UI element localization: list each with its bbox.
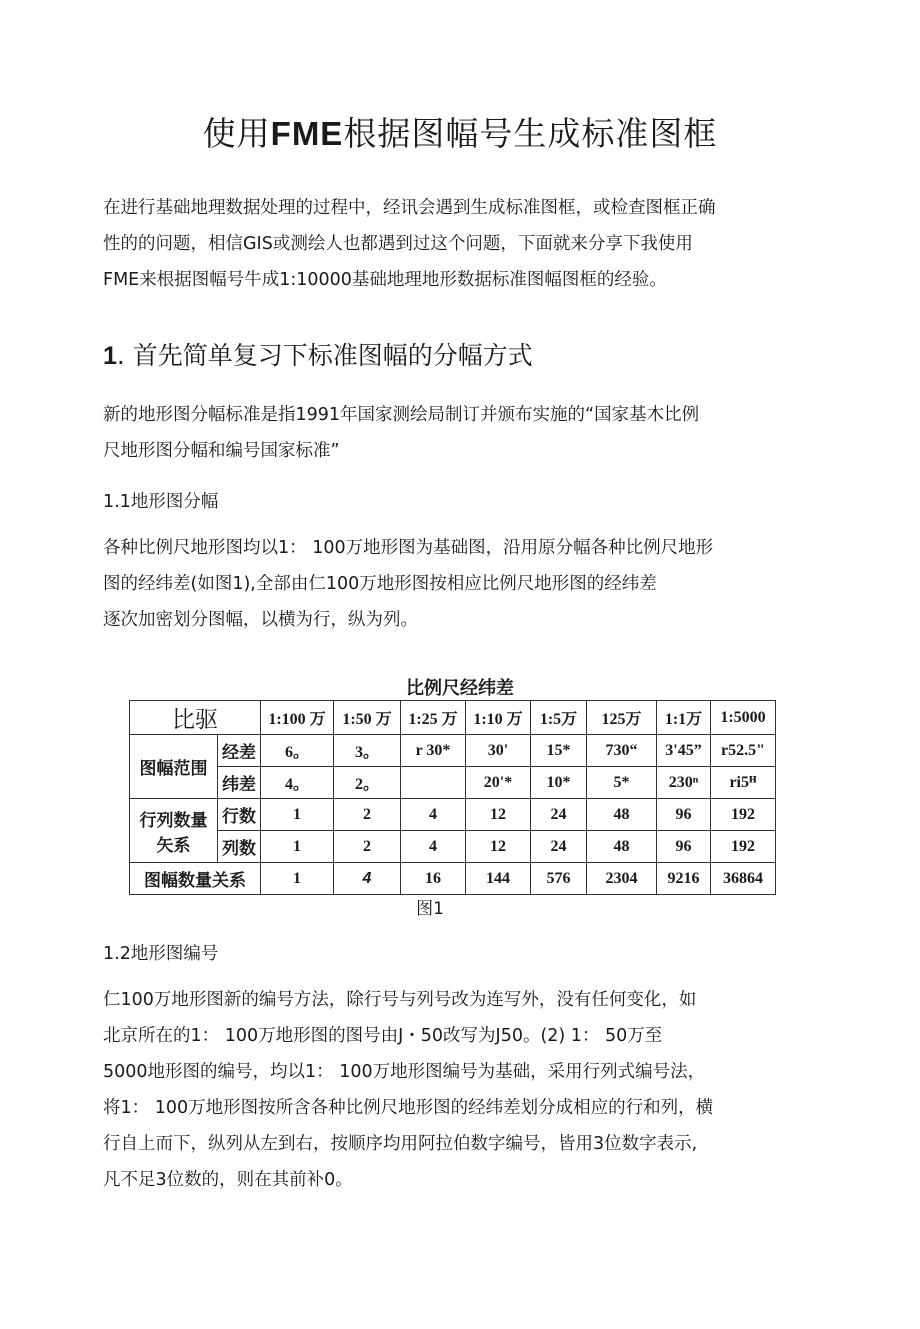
table-cell: 5* xyxy=(587,767,657,799)
table-cell: 192 xyxy=(711,799,776,831)
table-cell: 4 xyxy=(401,799,466,831)
group-label-rowcol-line2: 矢系 xyxy=(156,835,191,856)
numbering-line: 将1： 100万地形图按所含各种比例尺地形图的经纬差划分成相应的行和列，横 xyxy=(103,1098,714,1118)
section-number: 1 xyxy=(103,342,117,370)
table-cell: 3。 xyxy=(334,735,401,767)
table-cell: 2 xyxy=(334,831,401,863)
table-cell: 48 xyxy=(587,831,657,863)
standard-line: 尺地形图分幅和编号国家标准” xyxy=(103,441,340,461)
table-row-cols xyxy=(130,831,776,863)
table-cell: 1 xyxy=(261,863,334,895)
table-cell: 576 xyxy=(531,863,587,895)
numbering-line: 凡不足3位数的，则在其前补0。 xyxy=(103,1170,353,1190)
document-title xyxy=(0,108,920,155)
table-cell: 6。 xyxy=(261,735,334,767)
standard-line: 新的地形图分幅标准是指1991年国家测绘局制订并颁布实施的“国家基木比例 xyxy=(103,405,700,425)
table-cell: 3'45” xyxy=(657,735,711,767)
scale-header: 1:25 万 xyxy=(401,701,466,735)
row-label-longitude: 经差 xyxy=(218,735,261,767)
title-bold: FME xyxy=(270,115,344,152)
table-cell: 2 xyxy=(334,799,401,831)
intro-line: 性的的问题，相信GIS或测绘人也都遇到过这个问题，下面就来分享下我使用 xyxy=(103,234,693,254)
section-heading-1 xyxy=(103,336,533,372)
table-cell: 12 xyxy=(466,799,531,831)
table-cell: r52.5" xyxy=(711,735,776,767)
table-cell: 36864 xyxy=(711,863,776,895)
scale-header: 1:1万 xyxy=(657,701,711,735)
table-cell: 96 xyxy=(657,831,711,863)
table-cell: 2304 xyxy=(587,863,657,895)
division-paragraph xyxy=(103,530,803,638)
table-cell: 9216 xyxy=(657,863,711,895)
intro-paragraph xyxy=(103,190,803,298)
table-cell: 230ⁿ xyxy=(657,767,711,799)
table-cell: 20'* xyxy=(466,767,531,799)
table-cell xyxy=(401,767,466,799)
section-text: . 首先简单复习下标准图幅的分幅方式 xyxy=(116,341,533,370)
division-line: 逐次加密划分图幅，以横为行，纵为列。 xyxy=(103,610,418,630)
numbering-line: 仁100万地形图新的编号方法，除行号与列号改为连写外，没有任何变化，如 xyxy=(103,990,697,1010)
table-row-counts xyxy=(130,863,776,895)
table-row-longitude xyxy=(130,735,776,767)
table-cell: 4 xyxy=(401,831,466,863)
group-label-rowcol xyxy=(130,799,218,863)
subheading-1-1: 1.1地形图分幅 xyxy=(103,492,219,512)
table-cell: 1 xyxy=(261,831,334,863)
table-cell: 24 xyxy=(531,831,587,863)
table-cell: 4 xyxy=(334,863,401,895)
table-cell: 48 xyxy=(587,799,657,831)
table-caption: 比例尺经纬差 xyxy=(406,678,514,699)
table-cell: 144 xyxy=(466,863,531,895)
table-cell: 30' xyxy=(466,735,531,767)
table-cell: 1 xyxy=(261,799,334,831)
subheading-1-2: 1.2地形图编号 xyxy=(103,944,219,964)
table-cell: 12 xyxy=(466,831,531,863)
scale-header: 1:100 万 xyxy=(261,701,334,735)
table-cell: 4。 xyxy=(261,767,334,799)
numbering-paragraph xyxy=(103,982,803,1198)
table-header-row xyxy=(130,701,776,735)
table-cell: 2。 xyxy=(334,767,401,799)
scale-table xyxy=(129,700,776,895)
standard-paragraph xyxy=(103,397,803,469)
scale-header: 1:50 万 xyxy=(334,701,401,735)
table-cell: 16 xyxy=(401,863,466,895)
title-post: 根据图幅号生成标准图框 xyxy=(343,114,718,153)
scale-header: 1:10 万 xyxy=(466,701,531,735)
table-cell: 96 xyxy=(657,799,711,831)
table-corner-cell: 比驱 xyxy=(130,701,261,735)
intro-line: 在进行基础地理数据处理的过程中，经讯会遇到生成标准图框，或检查图框正确 xyxy=(103,198,716,218)
row-label-counts: 图幅数量关系 xyxy=(130,863,261,895)
table-cell: 15* xyxy=(531,735,587,767)
row-label-latitude: 纬差 xyxy=(218,767,261,799)
numbering-line: 北京所在的1： 100万地形图的图号由J・50改写为J50。(2) 1： 50万至 xyxy=(103,1026,663,1046)
table-row-rows xyxy=(130,799,776,831)
numbering-line: 5000地形图的编号，均以1： 100万地形图编号为基础，采用行列式编号法， xyxy=(103,1062,706,1082)
scale-header: 1:5000 xyxy=(711,701,776,735)
table-cell: 10* xyxy=(531,767,587,799)
table-cell: 730“ xyxy=(587,735,657,767)
intro-line: FME来根据图幅号牛成1:10000基础地理地形数据标准图幅图框的经验。 xyxy=(103,270,667,290)
table-cell: 192 xyxy=(711,831,776,863)
group-label-rowcol-line1: 行列数量 xyxy=(139,810,208,831)
table-cell: r 30* xyxy=(401,735,466,767)
numbering-line: 行自上而下，纵列从左到右，按顺序均用阿拉伯数字编号，皆用3位数字表示, xyxy=(103,1134,698,1154)
row-label-cols: 列数 xyxy=(218,831,261,863)
table-cell: ri5ᴴ xyxy=(711,767,776,799)
group-label-extent: 图幅范围 xyxy=(130,735,218,799)
division-line: 各种比例尺地形图均以1： 100万地形图为基础图，沿用原分幅各种比例尺地形 xyxy=(103,538,714,558)
table-cell: 24 xyxy=(531,799,587,831)
table-row-latitude xyxy=(130,767,776,799)
row-label-rows: 行数 xyxy=(218,799,261,831)
division-line: 图的经纬差(如图1),全部由仁100万地形图按相应比例尺地形图的经纬差 xyxy=(103,574,657,594)
figure-caption: 图1 xyxy=(416,899,444,919)
scale-header: 125万 xyxy=(587,701,657,735)
title-pre: 使用 xyxy=(202,114,271,153)
scale-header: 1:5万 xyxy=(531,701,587,735)
